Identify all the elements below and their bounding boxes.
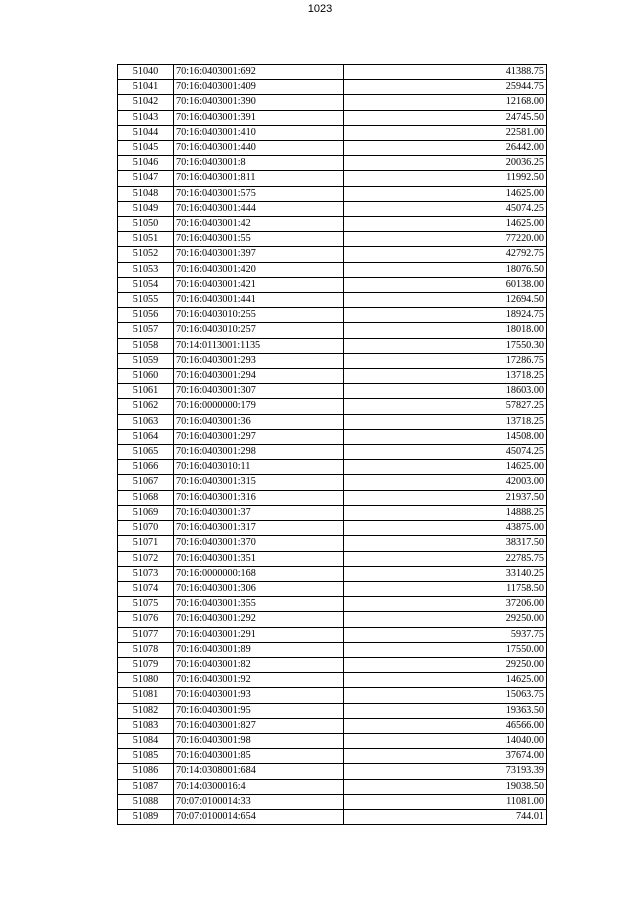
- cadastral-number-cell: 70:16:0403001:98: [174, 733, 344, 748]
- value-cell: 24745.50: [344, 110, 547, 125]
- cadastral-number-cell: 70:16:0403001:420: [174, 262, 344, 277]
- cadastral-number-cell: 70:16:0403001:36: [174, 414, 344, 429]
- row-number-cell: 51079: [118, 657, 174, 672]
- row-number-cell: 51074: [118, 581, 174, 596]
- table-row: [118, 217, 547, 232]
- table-row: [118, 353, 547, 368]
- row-number-cell: 51060: [118, 369, 174, 384]
- row-number-cell: 51054: [118, 277, 174, 292]
- value-cell: 60138.00: [344, 277, 547, 292]
- cadastral-number-cell: 70:16:0403001:92: [174, 673, 344, 688]
- value-cell: 11081.00: [344, 794, 547, 809]
- cadastral-number-cell: 70:16:0403001:421: [174, 277, 344, 292]
- table-row: [118, 657, 547, 672]
- cadastral-number-cell: 70:07:0100014:33: [174, 794, 344, 809]
- row-number-cell: 51042: [118, 95, 174, 110]
- cadastral-number-cell: 70:16:0403001:390: [174, 95, 344, 110]
- cadastral-number-cell: 70:16:0403001:8: [174, 156, 344, 171]
- value-cell: 19363.50: [344, 703, 547, 718]
- value-cell: 45074.25: [344, 445, 547, 460]
- table-row: [118, 80, 547, 95]
- value-cell: 73193.39: [344, 764, 547, 779]
- value-cell: 37674.00: [344, 749, 547, 764]
- cadastral-number-cell: 70:16:0403001:89: [174, 642, 344, 657]
- cadastral-number-cell: 70:16:0403001:82: [174, 657, 344, 672]
- table-row: [118, 232, 547, 247]
- table-row: [118, 642, 547, 657]
- table-row: [118, 718, 547, 733]
- table-row: [118, 293, 547, 308]
- value-cell: 22785.75: [344, 551, 547, 566]
- cadastral-number-cell: 70:16:0403001:292: [174, 612, 344, 627]
- table-row: [118, 399, 547, 414]
- row-number-cell: 51053: [118, 262, 174, 277]
- cadastral-number-cell: 70:16:0403001:42: [174, 217, 344, 232]
- row-number-cell: 51049: [118, 201, 174, 216]
- row-number-cell: 51081: [118, 688, 174, 703]
- value-cell: 14508.00: [344, 429, 547, 444]
- row-number-cell: 51051: [118, 232, 174, 247]
- cadastral-number-cell: 70:16:0403001:316: [174, 490, 344, 505]
- table-row: [118, 627, 547, 642]
- value-cell: 43875.00: [344, 521, 547, 536]
- table-row: [118, 125, 547, 140]
- row-number-cell: 51047: [118, 171, 174, 186]
- cadastral-number-cell: 70:16:0403001:692: [174, 65, 344, 80]
- cadastral-number-cell: 70:16:0403001:317: [174, 521, 344, 536]
- value-cell: 5937.75: [344, 627, 547, 642]
- row-number-cell: 51076: [118, 612, 174, 627]
- row-number-cell: 51057: [118, 323, 174, 338]
- cadastral-number-cell: 70:16:0403001:55: [174, 232, 344, 247]
- cadastral-number-cell: 70:16:0000000:168: [174, 566, 344, 581]
- value-cell: 20036.25: [344, 156, 547, 171]
- value-cell: 18076.50: [344, 262, 547, 277]
- cadastral-number-cell: 70:16:0403001:410: [174, 125, 344, 140]
- value-cell: 38317.50: [344, 536, 547, 551]
- row-number-cell: 51062: [118, 399, 174, 414]
- value-cell: 18924.75: [344, 308, 547, 323]
- cadastral-number-cell: 70:14:0113001:1135: [174, 338, 344, 353]
- cadastral-number-cell: 70:16:0403001:370: [174, 536, 344, 551]
- table-row: [118, 794, 547, 809]
- cadastral-number-cell: 70:16:0403001:95: [174, 703, 344, 718]
- cadastral-number-cell: 70:16:0403001:307: [174, 384, 344, 399]
- page-number: 1023: [307, 3, 333, 15]
- value-cell: 17550.30: [344, 338, 547, 353]
- row-number-cell: 51048: [118, 186, 174, 201]
- table-row: [118, 95, 547, 110]
- table-row: [118, 475, 547, 490]
- table-row: [118, 323, 547, 338]
- value-cell: 46566.00: [344, 718, 547, 733]
- value-cell: 37206.00: [344, 597, 547, 612]
- table-row: [118, 460, 547, 475]
- table-row: [118, 703, 547, 718]
- cadastral-number-cell: 70:16:0403001:315: [174, 475, 344, 490]
- row-number-cell: 51073: [118, 566, 174, 581]
- row-number-cell: 51055: [118, 293, 174, 308]
- row-number-cell: 51069: [118, 505, 174, 520]
- value-cell: 11758.50: [344, 581, 547, 596]
- cadastral-number-cell: 70:16:0403001:37: [174, 505, 344, 520]
- cadastral-number-cell: 70:16:0403001:827: [174, 718, 344, 733]
- row-number-cell: 51065: [118, 445, 174, 460]
- value-cell: 29250.00: [344, 612, 547, 627]
- row-number-cell: 51046: [118, 156, 174, 171]
- cadastral-number-cell: 70:16:0403001:391: [174, 110, 344, 125]
- registry-table: [117, 64, 547, 825]
- table-row: [118, 262, 547, 277]
- cadastral-number-cell: 70:16:0403010:257: [174, 323, 344, 338]
- table-row: [118, 338, 547, 353]
- value-cell: 11992.50: [344, 171, 547, 186]
- row-number-cell: 51077: [118, 627, 174, 642]
- value-cell: 19038.50: [344, 779, 547, 794]
- row-number-cell: 51070: [118, 521, 174, 536]
- cadastral-number-cell: 70:16:0403001:441: [174, 293, 344, 308]
- table-row: [118, 65, 547, 80]
- table-row: [118, 566, 547, 581]
- cadastral-number-cell: 70:16:0403001:293: [174, 353, 344, 368]
- cadastral-number-cell: 70:16:0403001:811: [174, 171, 344, 186]
- row-number-cell: 51063: [118, 414, 174, 429]
- table-row: [118, 597, 547, 612]
- value-cell: 12168.00: [344, 95, 547, 110]
- cadastral-number-cell: 70:16:0403001:355: [174, 597, 344, 612]
- table-row: [118, 110, 547, 125]
- row-number-cell: 51072: [118, 551, 174, 566]
- table-row: [118, 445, 547, 460]
- value-cell: 13718.25: [344, 369, 547, 384]
- value-cell: 18603.00: [344, 384, 547, 399]
- value-cell: 14040.00: [344, 733, 547, 748]
- table-row: [118, 156, 547, 171]
- cadastral-number-cell: 70:14:0300016:4: [174, 779, 344, 794]
- value-cell: 25944.75: [344, 80, 547, 95]
- table-row: [118, 581, 547, 596]
- cadastral-number-cell: 70:16:0403001:440: [174, 141, 344, 156]
- table-row: [118, 551, 547, 566]
- cadastral-number-cell: 70:16:0403001:294: [174, 369, 344, 384]
- cadastral-number-cell: 70:16:0403001:575: [174, 186, 344, 201]
- cadastral-number-cell: 70:16:0403010:255: [174, 308, 344, 323]
- table-row: [118, 277, 547, 292]
- table-row: [118, 673, 547, 688]
- row-number-cell: 51052: [118, 247, 174, 262]
- table-row: [118, 247, 547, 262]
- table-row: [118, 521, 547, 536]
- value-cell: 18018.00: [344, 323, 547, 338]
- table-row: [118, 171, 547, 186]
- value-cell: 17286.75: [344, 353, 547, 368]
- value-cell: 14625.00: [344, 217, 547, 232]
- table-row: [118, 201, 547, 216]
- row-number-cell: 51067: [118, 475, 174, 490]
- table-row: [118, 384, 547, 399]
- value-cell: 22581.00: [344, 125, 547, 140]
- value-cell: 17550.00: [344, 642, 547, 657]
- row-number-cell: 51082: [118, 703, 174, 718]
- cadastral-number-cell: 70:16:0403001:297: [174, 429, 344, 444]
- row-number-cell: 51075: [118, 597, 174, 612]
- row-number-cell: 51061: [118, 384, 174, 399]
- table-row: [118, 369, 547, 384]
- cadastral-number-cell: 70:16:0403001:298: [174, 445, 344, 460]
- value-cell: 41388.75: [344, 65, 547, 80]
- row-number-cell: 51044: [118, 125, 174, 140]
- registry-table-body: [118, 65, 547, 825]
- value-cell: 15063.75: [344, 688, 547, 703]
- table-row: [118, 186, 547, 201]
- value-cell: 14625.00: [344, 186, 547, 201]
- table-row: [118, 505, 547, 520]
- row-number-cell: 51068: [118, 490, 174, 505]
- table-row: [118, 612, 547, 627]
- cadastral-number-cell: 70:16:0403010:11: [174, 460, 344, 475]
- row-number-cell: 51064: [118, 429, 174, 444]
- value-cell: 744.01: [344, 809, 547, 824]
- row-number-cell: 51043: [118, 110, 174, 125]
- value-cell: 77220.00: [344, 232, 547, 247]
- value-cell: 26442.00: [344, 141, 547, 156]
- cadastral-number-cell: 70:07:0100014:654: [174, 809, 344, 824]
- table-row: [118, 536, 547, 551]
- row-number-cell: 51085: [118, 749, 174, 764]
- row-number-cell: 51086: [118, 764, 174, 779]
- table-row: [118, 749, 547, 764]
- value-cell: 42003.00: [344, 475, 547, 490]
- value-cell: 13718.25: [344, 414, 547, 429]
- value-cell: 42792.75: [344, 247, 547, 262]
- value-cell: 12694.50: [344, 293, 547, 308]
- value-cell: 14625.00: [344, 673, 547, 688]
- cadastral-number-cell: 70:16:0403001:397: [174, 247, 344, 262]
- row-number-cell: 51078: [118, 642, 174, 657]
- row-number-cell: 51056: [118, 308, 174, 323]
- row-number-cell: 51066: [118, 460, 174, 475]
- cadastral-number-cell: 70:16:0403001:444: [174, 201, 344, 216]
- value-cell: 14625.00: [344, 460, 547, 475]
- cadastral-number-cell: 70:16:0000000:179: [174, 399, 344, 414]
- row-number-cell: 51084: [118, 733, 174, 748]
- row-number-cell: 51050: [118, 217, 174, 232]
- table-row: [118, 779, 547, 794]
- cadastral-number-cell: 70:16:0403001:93: [174, 688, 344, 703]
- cadastral-number-cell: 70:16:0403001:351: [174, 551, 344, 566]
- cadastral-number-cell: 70:16:0403001:409: [174, 80, 344, 95]
- value-cell: 57827.25: [344, 399, 547, 414]
- value-cell: 29250.00: [344, 657, 547, 672]
- value-cell: 33140.25: [344, 566, 547, 581]
- cadastral-number-cell: 70:14:0308001:684: [174, 764, 344, 779]
- table-row: [118, 490, 547, 505]
- row-number-cell: 51087: [118, 779, 174, 794]
- cadastral-number-cell: 70:16:0403001:306: [174, 581, 344, 596]
- table-row: [118, 414, 547, 429]
- table-row: [118, 733, 547, 748]
- row-number-cell: 51041: [118, 80, 174, 95]
- cadastral-number-cell: 70:16:0403001:291: [174, 627, 344, 642]
- cadastral-number-cell: 70:16:0403001:85: [174, 749, 344, 764]
- table-row: [118, 308, 547, 323]
- value-cell: 45074.25: [344, 201, 547, 216]
- table-row: [118, 141, 547, 156]
- value-cell: 14888.25: [344, 505, 547, 520]
- row-number-cell: 51089: [118, 809, 174, 824]
- table-row: [118, 764, 547, 779]
- table-row: [118, 688, 547, 703]
- table-row: [118, 809, 547, 824]
- value-cell: 21937.50: [344, 490, 547, 505]
- row-number-cell: 51083: [118, 718, 174, 733]
- row-number-cell: 51058: [118, 338, 174, 353]
- row-number-cell: 51088: [118, 794, 174, 809]
- row-number-cell: 51080: [118, 673, 174, 688]
- table-row: [118, 429, 547, 444]
- row-number-cell: 51045: [118, 141, 174, 156]
- row-number-cell: 51059: [118, 353, 174, 368]
- row-number-cell: 51071: [118, 536, 174, 551]
- row-number-cell: 51040: [118, 65, 174, 80]
